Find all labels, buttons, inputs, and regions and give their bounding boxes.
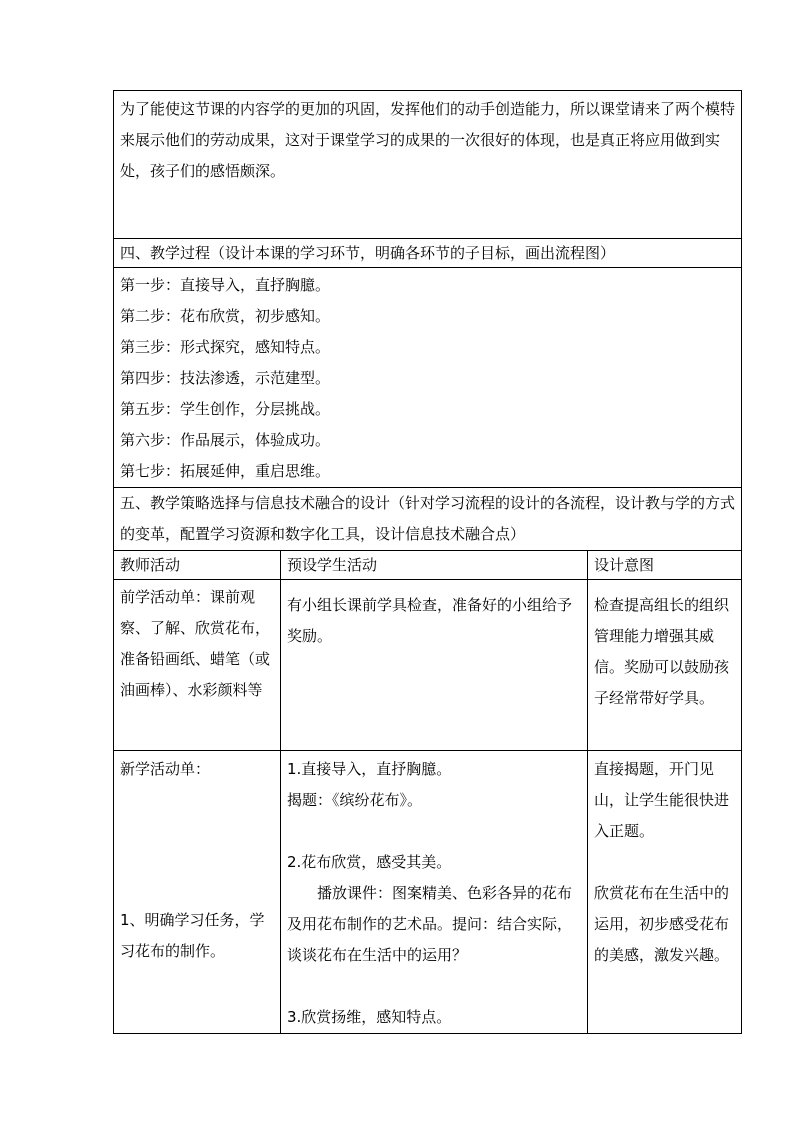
- pre-student-cell: 有小组长课前学具检查，准备好的小组给予奖励。: [281, 580, 588, 751]
- new-student-cell: [281, 751, 588, 1034]
- student-line: 2.花布欣赏，感受其美。: [287, 853, 452, 871]
- intro-paragraph: 为了能使这节课的内容学的更加的巩固，发挥他们的动手创造能力，所以课堂请来了两个模特来展示他们的劳动成果，这对于课堂学习的成果的一次很好的体现，也是真正将应用做到实处，孩子们的感悟颇深。: [114, 91, 742, 239]
- new-teacher-cell: [114, 751, 281, 1034]
- step-item: 第二步：花布欣赏，初步感知。: [120, 307, 331, 325]
- step-item: 第五步：学生创作，分层挑战。: [120, 400, 331, 418]
- new-teacher-title: 新学活动单：: [120, 760, 211, 778]
- section4-steps-row: [114, 268, 742, 488]
- step-item: 第三步：形式探究，感知特点。: [120, 338, 331, 356]
- new-activity-row: [114, 751, 742, 1034]
- steps-list: [114, 268, 742, 488]
- column-header-intent: 设计意图: [588, 551, 742, 580]
- intent-block: 欣赏花布在生活中的运用，初步感受花布的美感，激发兴趣。: [594, 884, 730, 964]
- student-line: 1.直接导入，直抒胸臆。: [287, 760, 452, 778]
- step-item: 第六步：作品展示，体验成功。: [120, 431, 331, 449]
- pre-teacher-cell: 前学活动单：课前观察、了解、欣赏花布，准备铅画纸、蜡笔（或油画棒）、水彩颜料等: [114, 580, 281, 751]
- section5-heading: 五、教学策略选择与信息技术融合的设计（针对学习流程的设计的各流程，设计教与学的方式的变革，配置学习资源和数字化工具，设计信息技术融合点）: [114, 488, 742, 551]
- lesson-plan-table: [113, 90, 742, 1034]
- new-teacher-task: 1、明确学习任务，学习花布的制作。: [120, 911, 265, 960]
- column-header-row: [114, 551, 742, 580]
- section4-heading: 四、教学过程（设计本课的学习环节，明确各环节的子目标，画出流程图）: [114, 239, 742, 268]
- student-line: 播放课件：图案精美、色彩各异的花布及用花布制作的艺术品。提问：结合实际，谈谈花布在生活中的运用？: [287, 884, 573, 964]
- student-line: 3.欣赏扬维，感知特点。: [287, 1008, 452, 1026]
- pre-activity-row: [114, 580, 742, 751]
- step-item: 第七步：拓展延伸，重启思维。: [120, 462, 331, 480]
- step-item: 第四步：技法渗透，示范建型。: [120, 369, 331, 387]
- new-intent-cell: [588, 751, 742, 1034]
- step-item: 第一步：直接导入，直抒胸臆。: [120, 276, 331, 294]
- pre-intent-cell: 检查提高组长的组织管理能力增强其威信。奖励可以鼓励孩子经常带好学具。: [588, 580, 742, 751]
- student-line: 揭题：《缤纷花布》。: [287, 791, 423, 809]
- intent-block: 直接揭题，开门见山，让学生能很快进入正题。: [594, 760, 730, 840]
- section4-heading-row: [114, 239, 742, 268]
- column-header-student: 预设学生活动: [281, 551, 588, 580]
- section5-heading-row: [114, 488, 742, 551]
- column-header-teacher: 教师活动: [114, 551, 281, 580]
- intro-row: [114, 91, 742, 239]
